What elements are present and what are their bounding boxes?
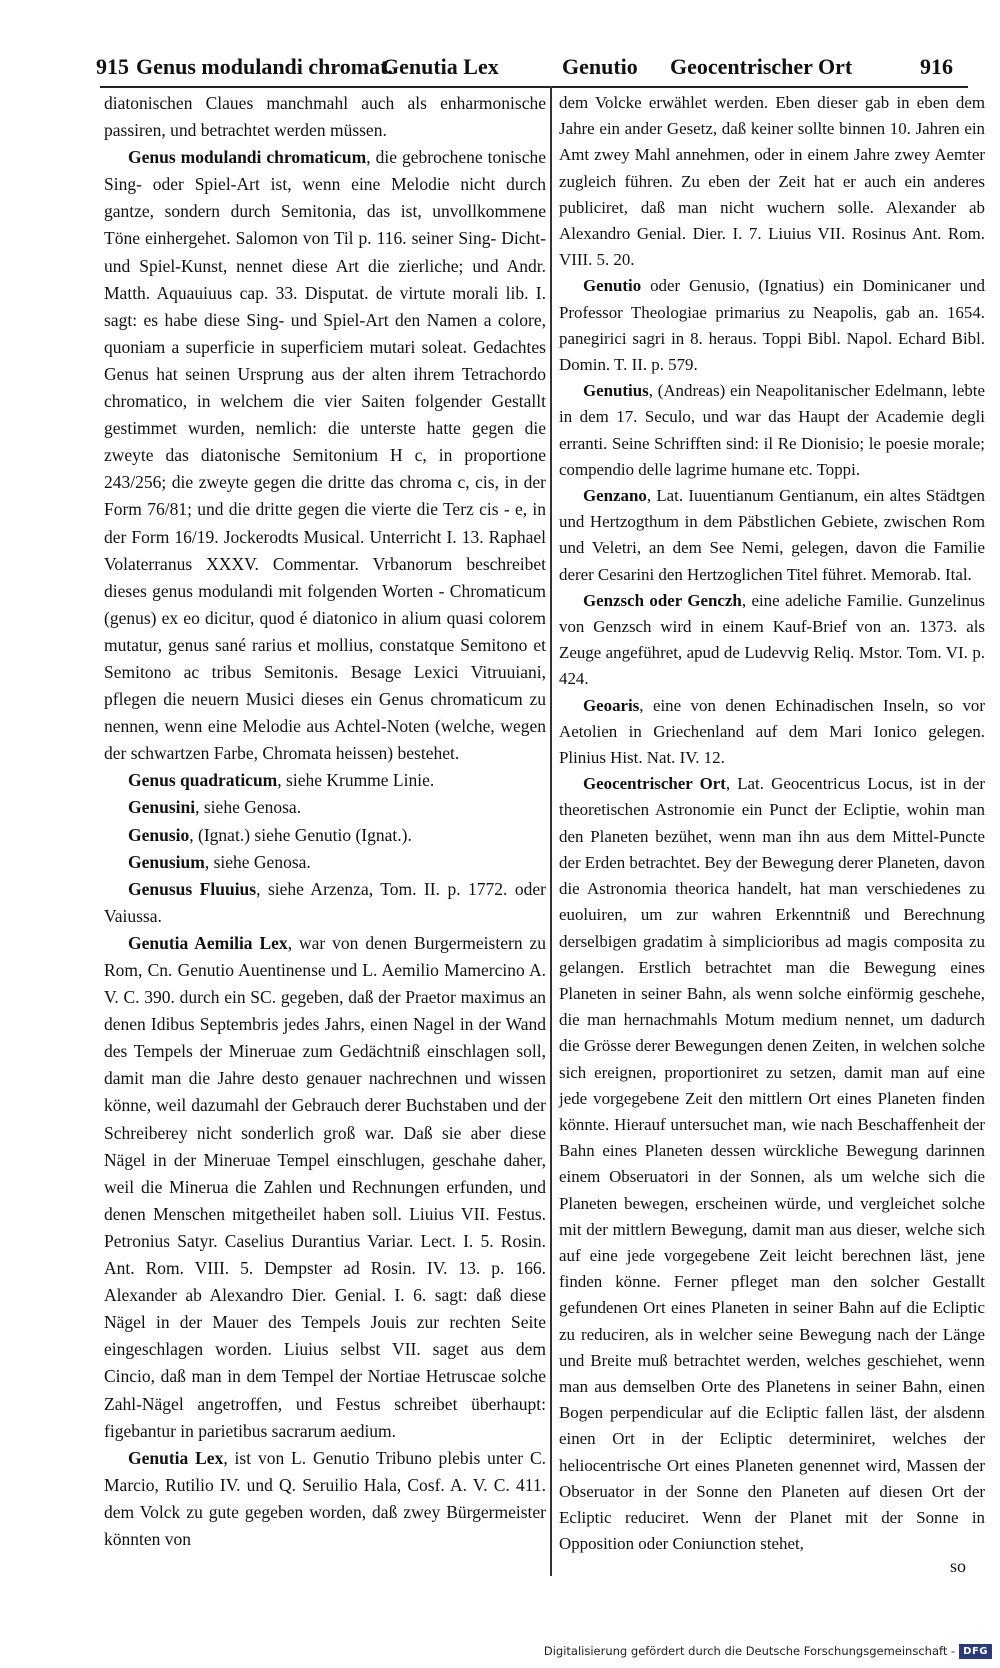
right-page-number: 916	[920, 54, 953, 79]
entry: dem Volcke erwählet werden. Eben dieser gab in eben dem Jahre ein ander Gesetz, daß keiner sollte binnen 10. Jahren ein Amt zwey Mahl annehmen, oder in einem Jahre zwey Aemter zugleich führen. Zu eben der Zeit hat er auch ein anderes publiciret, daß man nicht wuchern solle. Alexander ab Alexandro Genial. Dier. I. 7. Liuius VII. Rosinus Ant. Rom. VIII. 5. 20.	[559, 93, 985, 270]
entry: Genusio, (Ignat.) siehe Genutio (Ignat.).	[128, 824, 412, 845]
entry: Genutia Lex, ist von L. Genutio Tribuno plebis unter C. Marcio, Rutilio IV. und Q. Seruilio Hala, Cosf. A. V. C. 411. dem Volck zu gute gegeben worden, daß zwey Bürgermeister könnten von	[104, 1447, 546, 1549]
entry: Genutius, (Andreas) ein Neapolitanischer Edelmann, lebte in dem 17. Seculo, und war das Haupt der Academie degli erranti. Seine Schrifften sind: il Re Dionisio; le poesie morale; compendio delle lagrime humane etc. Toppi.	[559, 381, 985, 479]
left-column	[104, 90, 546, 1553]
entry: Genusini, siehe Genosa.	[128, 797, 302, 818]
footer	[544, 1640, 992, 1662]
entry: Genzsch oder Genczh, eine adeliche Familie. Gunzelinus von Genzsch wird in einem Kauf-Brief von an. 1373. als Zeuge angeführet, apud de Ludevvig Reliq. Mstor. Tom. VI. p. 424.	[559, 590, 985, 689]
left-running-head-2: Genutia Lex	[382, 54, 499, 79]
left-page-number: 915	[96, 54, 129, 79]
right-running-head-1: Genutio	[562, 54, 638, 79]
running-header	[96, 50, 966, 84]
right-column	[559, 90, 985, 1557]
entry: Genus quadraticum, siehe Krumme Linie.	[128, 770, 435, 791]
entry: Genzano, Lat. Iuuentianum Gentianum, ein altes Städtgen und Hertzogthum in dem Päbstlichen Gebiete, zwischen Rom und Veletri, an dem See Nemi, gelegen, davon die Familie derer Cesarini den Hertzoglichen Titel führet. Memorab. Ital.	[559, 486, 985, 584]
entry: Genutio oder Genusio, (Ignatius) ein Dominicaner und Professor Theologiae primarius zu Neapolis, gab an. 1654. panegirici sagri in 8. heraus. Toppi Bibl. Napol. Echard Bibl. Domin. T. II. p. 579.	[559, 276, 985, 375]
column-divider	[550, 86, 552, 1576]
footer-text: Digitalisierung gefördert durch die Deutsche Forschungsgemeinschaft -	[543, 1644, 956, 1658]
dfg-logo-icon[interactable]: DFG	[959, 1644, 992, 1659]
right-running-head-2: Geocentrischer Ort	[670, 54, 853, 79]
entry: Genus modulandi chromaticum, die gebrochene tonische Sing- oder Spiel-Art ist, wenn eine Melodie nicht durch gantze, sondern durch Semitonia, das ist, unvollkommene Töne einhergehet. Salomon von Til p. 116. seiner Sing- Dicht- und Spiel-Kunst, nennet diese Art die zierliche; und Andr. Matth. Aquauiuus cap. 33. Disputat. de virtute morali lib. I. sagt: es habe diese Sing- und Spiel-Art den Namen a colore, quoniam a superficie in superficiem mutari soleat. Gedachtes Genus hat seinen Ursprung aus der alten ihrem Tetrachordo chromatico, in welchem die vier Saiten folgender Gestallt gestimmet wurden, nemlich: die unterste hatte gegen die zweyte das diatonische Semitonium H c, in proportione 243/256; die zweyte gegen die dritte das chroma c, cis, in der Form 76/81; und die dritte gegen die vierte die Terz cis - e, in der Form 16/19. Jockerodts Musical. Unterricht I. 13. Raphael Volaterranus XXXV. Commentar. Vrbanorum beschreibet dieses genus modulandi mit folgenden Worten - Chromaticum (genus) ex eo dicitur, quod é diatonico in alium quasi colorem mutatur, genus sané rarius et mollius, constatque Semitono et Semitono ac tribus Semitonis. Besage Lexici Vitruuiani, pflegen die neuern Musici dieses ein Genus chromaticum zu nennen, wenn eine Melodie aus Achtel-Noten (welche, wegen der schwartzen Farbe, Chromata heissen) bestehet.	[104, 147, 546, 764]
entry: Genutia Aemilia Lex, war von denen Burgermeistern zu Rom, Cn. Genutio Auentinense und L. Aemilio Mamercino A. V. C. 390. durch ein SC. gegeben, daß der Praetor maximus an denen Idibus Septembris jedes Jahrs, einen Nagel in der Wand des Tempels der Mineruae zum Gedächtniß einschlagen soll, damit man die Jahre desto genauer nachrechnen und wissen könne, weil dazumahl der Gebrauch derer Buchstaben und der Schreiberey nicht sonderlich groß war. Daß sie aber diese Nägel in der Mineruae Tempel einschlugen, geschahe daher, weil die Minerua die Zahlen und Rechnungen erfunden, und denen Menschen mitgetheilet haben soll. Liuius VII. Festus. Petronius Satyr. Caselius Durantius Variar. Lect. I. 5. Rosin. Ant. Rom. VIII. 5. Dempster ad Rosin. IV. 13. p. 166. Alexander ab Alexandro Dier. Genial. I. 6. sagt: daß diese Nägel in der Mauer des Tempels Jouis zur rechten Seite eingeschlagen worden. Liuius selbst VII. saget aus dem Cincio, daß man in dem Tempel der Nortiae Hetruscae solche Zahl-Nägel angetroffen, und Festus schreibet überhaupt: figebantur in parietibus sacrarum aedium.	[104, 932, 547, 1441]
entry: diatonischen Claues manchmahl auch als enharmonische passiren, und betrachtet werden müssen.	[104, 93, 546, 141]
left-running-head-1: Genus modulandi chromat.	[136, 54, 393, 79]
entry: Genusium, siehe Genosa.	[128, 851, 311, 872]
entry: Geoaris, eine von denen Echinadischen Inseln, so vor Aetolien in Griechenland auf dem Mari Ionico gelegen. Plinius Hist. Nat. IV. 12.	[559, 695, 985, 768]
entry: Geocentrischer Ort, Lat. Geocentricus Locus, ist in der theoretischen Astronomie ein Punct der Ecliptie, wohin man den Planeten bezühet, wenn man ihn aus dem Mittel-Puncte der Erden betrachtet. Bey der Bewegung derer Planeten, davon die Astronomia theorica handelt, hat man verschiedenes zu euoluiren, um zur wahren Erkenntniß und Berechnung derselbigen gradatim à simplicioribus ad magis composita zu gelangen. Erstlich betrachtet man die Bewegung eines Planeten in seiner Bahn, als wenn solche einförmig geschehe, die man hernachmahls Motum medium nennet, um dadurch die Grösse derer Bewegungen denen Zeiten, in welchen solche sich ereignen, proportioniret zu setzen, damit man auf eine jede vorgegebene Zeit den mittlern Ort eines Planeten finden könnte. Hierauf untersuchet man, wie nach Beschaffenheit der Bahn eines Planeten dessen würckliche Bewegung darinnen einem Obseruatori in der Sonnen, als um welche sich die Planeten bewegen, erscheinen würde, und vergleichet solche mit der mittlern Bewegung, damit man aus dieser, welche sich auf eine jede vorgegebene Zeit leicht berechnen läst, jene finden könne. Ferner pfleget man den solcher Gestallt gefundenen Ort eines Planeten in seiner Bahn auf die Ecliptic zu reduciren, als in welcher seine Bewegung nach der Länge und Breite muß betrachtet werden, welches geschiehet, wenn man aus demselben Orte des Planetens in seiner Bahn, einen Bogen perpendicular auf die Ecliptic fallen läst, der alsdenn einen Ort in der Ecliptic determiniret, welches der heliocentrische Ort eines Planeten genennet wird, Massen der Obseruator in der Sonne den Planeten auf diesen Ort der Ecliptic reduciret. Wenn der Planet mit der Sonne in Opposition oder Coniunction stehet,	[559, 774, 986, 1554]
catchword: so	[949, 1556, 966, 1576]
header-rule	[100, 86, 968, 88]
entry: Genusus Fluuius, siehe Arzenza, Tom. II. p. 1772. oder Vaiussa.	[104, 878, 546, 926]
